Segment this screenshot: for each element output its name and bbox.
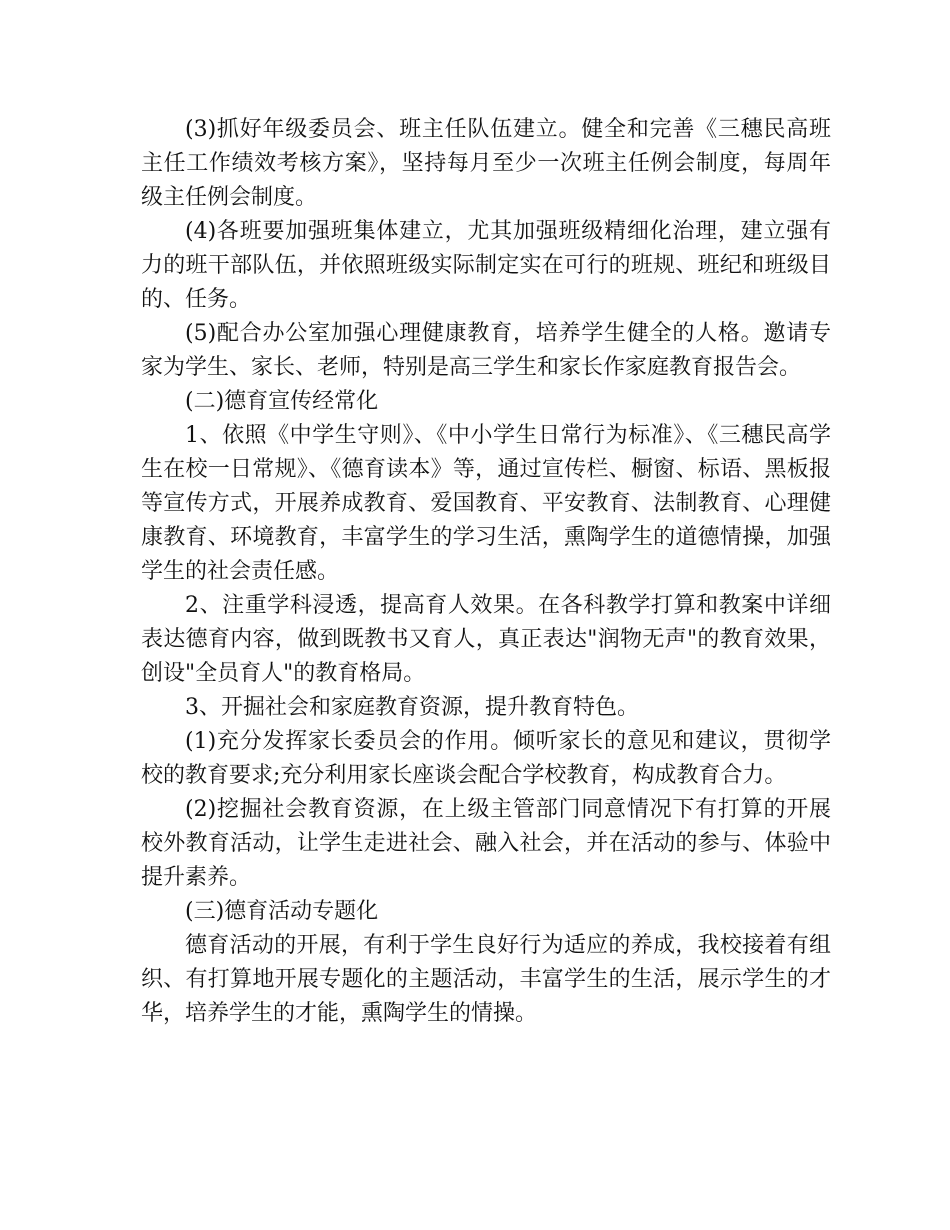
paragraph-publicity-methods: 1、依照《中学生守则》、《中小学生日常行为标准》、《三穗民高学生在校一日常规》、《德育读本》等，通过宣传栏、橱窗、标语、黑板报等宣传方式，开展养成教育、爱国教育、平安教育、法制教育、心理健康教育、环境教育，丰富学生的学习生活，熏陶学生的道德情操，加强学生的社会责任感。	[141, 423, 831, 584]
paragraph-resources-heading: 3、开掘社会和家庭教育资源，提升教育特色。	[185, 695, 639, 720]
section-heading-publicity: (二)德育宣传经常化	[185, 389, 379, 414]
document-page	[141, 113, 831, 1031]
paragraph-class-building: (4)各班要加强班集体建立，尤其加强班级精细化治理，建立强有力的班干部队伍，并依照班级实际制定实在可行的班规、班纪和班级目的、任务。	[141, 219, 831, 312]
section-heading-activities: (三)德育活动专题化	[185, 899, 379, 924]
paragraph-subject-integration: 2、注重学科浸透，提高育人效果。在各科教学打算和教案中详细表达德育内容，做到既教书又育人，真正表达"润物无声"的教育效果，创设"全员育人"的教育格局。	[141, 593, 831, 686]
paragraph-social-resources: (2)挖掘社会教育资源，在上级主管部门同意情况下有打算的开展校外教育活动，让学生走进社会、融入社会，并在活动的参与、体验中提升素养。	[141, 797, 831, 890]
paragraph-mental-health: (5)配合办公室加强心理健康教育，培养学生健全的人格。邀请专家为学生、家长、老师，特别是高三学生和家长作家庭教育报告会。	[141, 321, 831, 380]
paragraph-class-committee: (3)抓好年级委员会、班主任队伍建立。健全和完善《三穗民高班主任工作绩效考核方案》，坚持每月至少一次班主任例会制度，每周年级主任例会制度。	[141, 117, 831, 210]
paragraph-parent-committee: (1)充分发挥家长委员会的作用。倾听家长的意见和建议，贯彻学校的教育要求;充分利用家长座谈会配合学校教育，构成教育合力。	[141, 729, 831, 788]
paragraph-activities: 德育活动的开展，有利于学生良好行为适应的养成，我校接着有组织、有打算地开展专题化的主题活动，丰富学生的生活，展示学生的才华，培养学生的才能，熏陶学生的情操。	[141, 933, 831, 1026]
